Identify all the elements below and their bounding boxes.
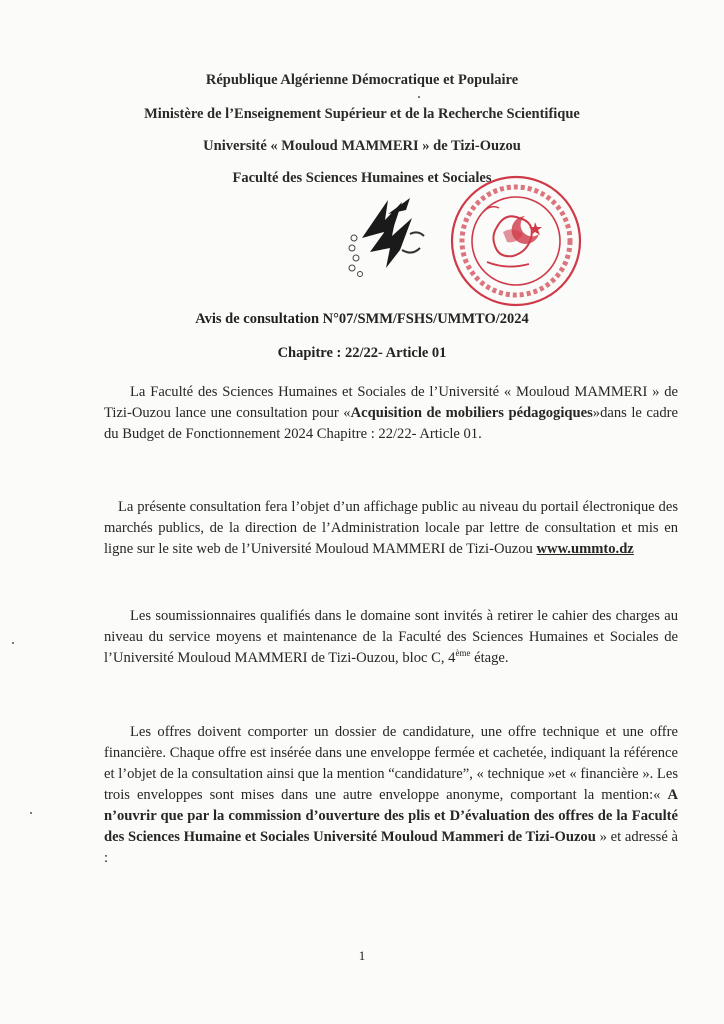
header-university: Université « Mouloud MAMMERI » de Tizi-Ouzou <box>203 138 521 154</box>
paragraph-offers-text: Les offres doivent comporter un dossier de candidature, une offre technique et une offre financière. Chaque offre est insérée dans une enveloppe fermée et cachetée, indiquant la référence et l’objet de la consultation ainsi que la mention “candidature”, « technique »et « financière ». Les trois enveloppes sont mises dans une autre enveloppe anonyme, comportant la mention:« <box>104 724 678 803</box>
header-ministry: Ministère de l’Enseignement Supérieur et de la Recherche Scientifique <box>144 106 580 122</box>
paragraph-publication-text: La présente consultation fera l’objet d’un affichage public au niveau du portail électronique des marchés publics, de la direction de l’Administration locale par lettre de consultation et mis en ligne sur le site web de l’Université Mouloud MAMMERI de Tizi-Ouzou <box>104 499 678 557</box>
paragraph-intro <box>104 382 678 445</box>
paragraph-intro-text: La Faculté des Sciences Humaines et Sociales de l’Université « Mouloud MAMMERI » de Tizi-Ouzou lance une consultation pour « <box>104 384 678 421</box>
paragraph-offers-end: » et adressé à : <box>104 829 678 866</box>
paragraph-specifications-text: Les soumissionnaires qualifiés dans le domaine sont invités à retirer le cahier des charges au niveau du service moyens et maintenance de la Faculté des Sciences Humaines et Sociales de l’Université Mouloud MAMMERI de Tizi-Ouzou, bloc C, 4 <box>104 608 678 666</box>
notice-chapter: Chapitre : 22/22- Article 01 <box>277 345 447 361</box>
header-republic: République Algérienne Démocratique et Populaire <box>205 72 519 88</box>
website-link[interactable]: www.ummto.dz <box>536 541 634 557</box>
paragraph-specifications-end: étage. <box>470 650 509 666</box>
paragraph-offers-mention: A n’ouvrir que par la commission d’ouverture des plis et D’évaluation des offres de la Faculté des Sciences Humaine et Sociales Université Mouloud Mammeri de Tizi-Ouzou <box>104 787 678 845</box>
paragraph-offers <box>104 722 678 869</box>
paragraph-intro-object: Acquisition de mobiliers pédagogiques <box>350 405 593 421</box>
paragraph-intro-budget: »dans le cadre du Budget de Fonctionnement 2024 Chapitre : 22/22- Article 01. <box>104 405 678 442</box>
page-number: 1 <box>358 948 366 963</box>
paragraph-specifications <box>104 606 678 669</box>
ummto-logo-icon <box>340 190 440 280</box>
faculty-stamp-icon <box>447 172 585 310</box>
header-faculty: Faculté des Sciences Humaines et Sociales <box>232 170 492 186</box>
floor-superscript: ème <box>455 648 471 659</box>
scan-speck <box>418 96 420 98</box>
scan-speck <box>30 812 32 814</box>
paragraph-publication <box>104 497 678 560</box>
notice-title: Avis de consultation N°07/SMM/FSHS/UMMTO/2024 <box>195 311 529 327</box>
scan-speck <box>12 642 14 644</box>
